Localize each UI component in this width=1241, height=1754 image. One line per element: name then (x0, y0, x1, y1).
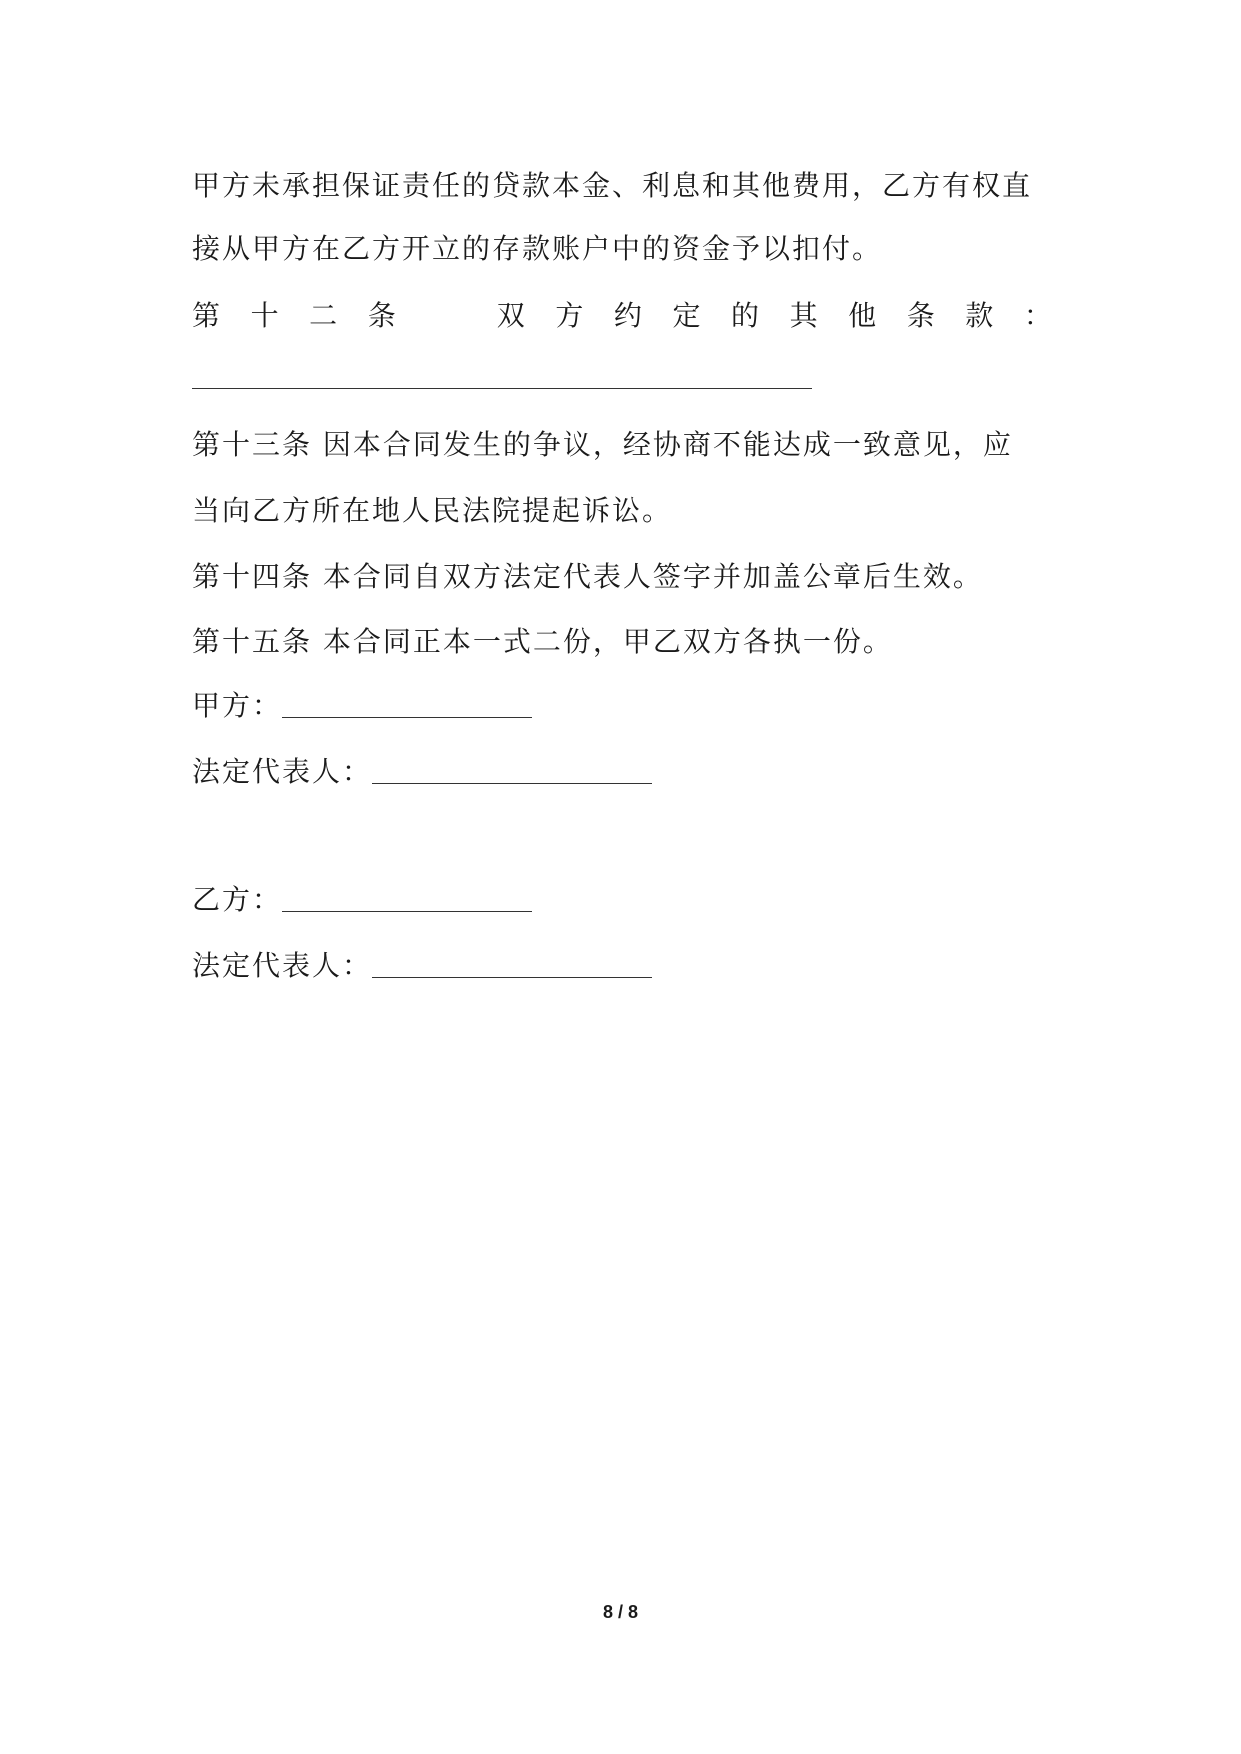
party-b-rep-signature-row (192, 946, 652, 986)
article-12-blank-line (192, 388, 812, 389)
article-12-char: ： (1023, 299, 1052, 332)
paragraph-line: 接从甲方在乙方开立的存款账户中的资金予以扣付。 (192, 232, 883, 265)
article-12-char: 款 (965, 299, 994, 332)
party-b-blank (282, 885, 532, 912)
party-a-blank (282, 691, 532, 718)
party-b-signature-row (192, 880, 532, 920)
article-12-char: 双 (496, 299, 525, 332)
article-12-char: 约 (613, 299, 642, 332)
article-12-char: 条 (367, 299, 396, 332)
article-12-char: 的 (731, 299, 760, 332)
page-number: 8 / 8 (602, 1602, 639, 1622)
article-14: 第十四条 本合同自双方法定代表人签字并加盖公章后生效。 (192, 560, 983, 593)
article-12-char: 第 (192, 299, 221, 332)
party-a-signature-row (192, 686, 532, 726)
article-12-char: 条 (906, 299, 935, 332)
article-15: 第十五条 本合同正本一式二份，甲乙双方各执一份。 (192, 625, 893, 658)
article-13-line: 第十三条 因本合同发生的争议，经协商不能达成一致意见，应 (192, 428, 1013, 461)
paragraph-line: 甲方未承担保证责任的贷款本金、利息和其他费用，乙方有权直 (192, 169, 1033, 202)
article-12-char: 其 (789, 299, 818, 332)
article-12-char: 十 (250, 299, 279, 332)
article-12-char: 方 (555, 299, 584, 332)
article-12-heading (192, 296, 1052, 336)
party-a-rep-blank (372, 757, 652, 784)
article-12-char: 他 (848, 299, 877, 332)
party-a-label: 甲方： (192, 689, 283, 722)
article-12-char: 二 (309, 299, 338, 332)
party-b-rep-label: 法定代表人： (192, 949, 373, 982)
article-12-gap (426, 296, 466, 336)
party-b-rep-blank (372, 951, 652, 978)
party-a-rep-signature-row (192, 752, 652, 792)
party-a-rep-label: 法定代表人： (192, 755, 373, 788)
party-b-label: 乙方： (192, 883, 283, 916)
article-13-line: 当向乙方所在地人民法院提起诉讼。 (192, 494, 673, 527)
article-12-char: 定 (672, 299, 701, 332)
